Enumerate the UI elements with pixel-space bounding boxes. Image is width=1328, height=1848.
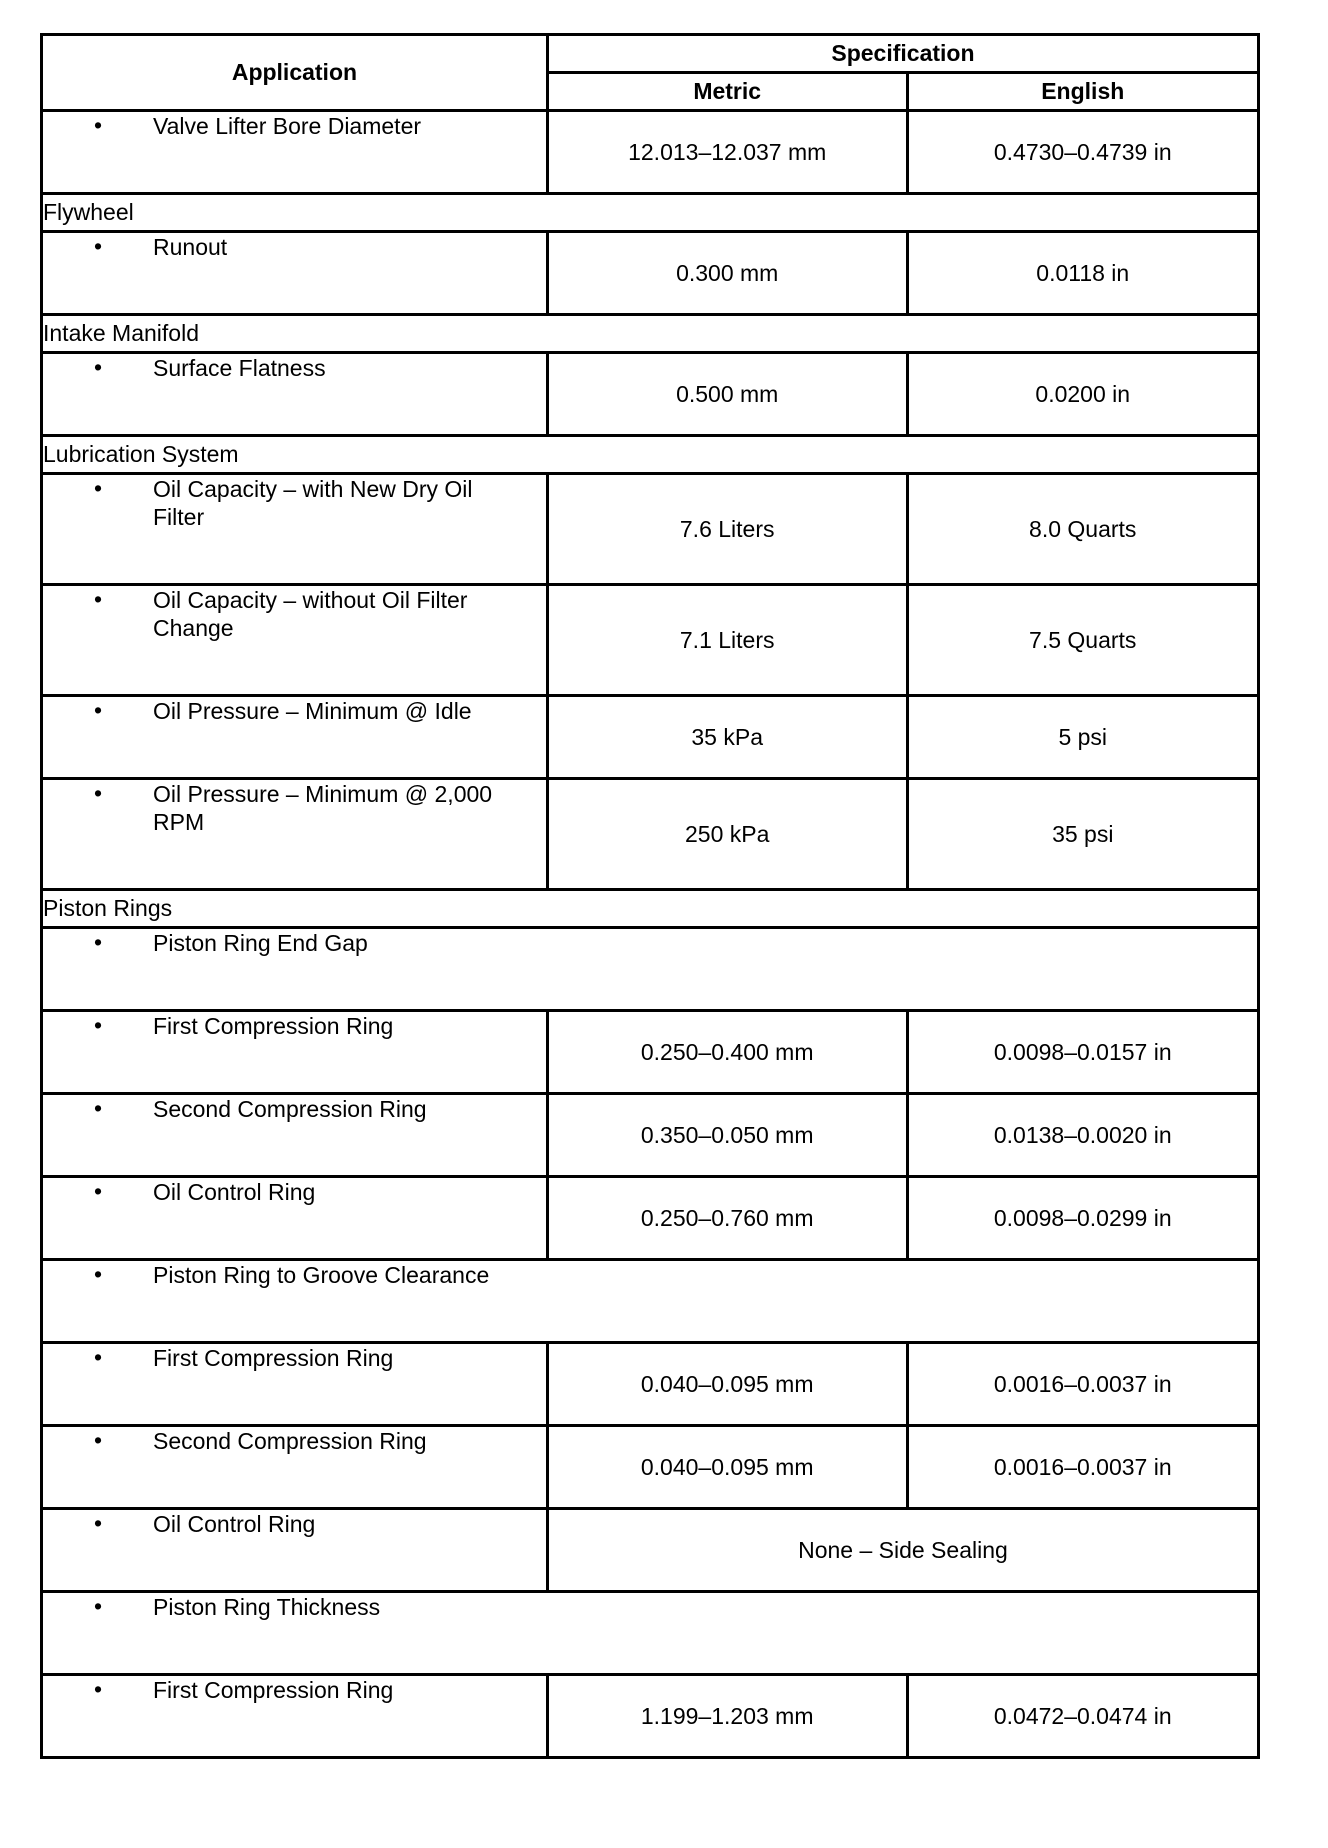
application-cell <box>42 1426 548 1509</box>
application-label: Second Compression Ring <box>153 1428 427 1454</box>
table-row <box>42 696 1259 779</box>
metric-value: 0.250–0.400 mm <box>547 1011 907 1094</box>
application-label: First Compression Ring <box>153 1677 394 1703</box>
table-row <box>42 1260 1259 1343</box>
metric-value: 0.250–0.760 mm <box>547 1177 907 1260</box>
english-value: 5 psi <box>907 696 1259 779</box>
table-row <box>42 1011 1259 1094</box>
application-label: Oil Control Ring <box>153 1179 316 1205</box>
english-value: 35 psi <box>907 779 1259 890</box>
application-label: Piston Ring End Gap <box>153 930 368 956</box>
metric-value: 250 kPa <box>547 779 907 890</box>
section-row <box>42 436 1259 474</box>
application-cell <box>42 111 548 194</box>
table-row <box>42 1177 1259 1260</box>
application-label: First Compression Ring <box>153 1013 394 1039</box>
metric-value: 35 kPa <box>547 696 907 779</box>
application-cell <box>42 1343 548 1426</box>
table-row <box>42 928 1259 1011</box>
application-label: Piston Ring Thickness <box>153 1594 381 1620</box>
application-cell <box>42 585 548 696</box>
english-value: 0.0016–0.0037 in <box>907 1426 1259 1509</box>
bullet-icon: • <box>93 1427 103 1453</box>
application-label: Surface Flatness <box>153 355 326 381</box>
application-label: Valve Lifter Bore Diameter <box>153 113 422 139</box>
section-label: Flywheel <box>42 194 1259 232</box>
metric-value: 0.500 mm <box>547 353 907 436</box>
english-value: 0.0472–0.0474 in <box>907 1675 1259 1758</box>
table-row <box>42 232 1259 315</box>
bullet-icon: • <box>93 780 103 806</box>
application-label: Oil Control Ring <box>153 1511 316 1537</box>
bullet-icon: • <box>93 929 103 955</box>
application-cell <box>42 1177 548 1260</box>
bullet-icon: • <box>93 697 103 723</box>
section-row <box>42 315 1259 353</box>
application-cell <box>42 696 548 779</box>
table-row <box>42 1343 1259 1426</box>
section-row <box>42 194 1259 232</box>
english-value: 0.0016–0.0037 in <box>907 1343 1259 1426</box>
metric-value: 7.6 Liters <box>547 474 907 585</box>
section-row <box>42 890 1259 928</box>
specification-header: Specification <box>547 35 1258 73</box>
application-cell <box>42 1675 548 1758</box>
section-label: Intake Manifold <box>42 315 1259 353</box>
application-header: Application <box>42 35 548 111</box>
english-value: 0.0098–0.0299 in <box>907 1177 1259 1260</box>
english-value: 0.4730–0.4739 in <box>907 111 1259 194</box>
application-cell <box>42 1260 1259 1343</box>
application-cell <box>42 1509 548 1592</box>
application-label: Piston Ring to Groove Clearance <box>153 1262 490 1288</box>
english-value: 7.5 Quarts <box>907 585 1259 696</box>
application-cell <box>42 353 548 436</box>
metric-value: 12.013–12.037 mm <box>547 111 907 194</box>
english-value: 0.0200 in <box>907 353 1259 436</box>
metric-value: 0.040–0.095 mm <box>547 1343 907 1426</box>
bullet-icon: • <box>93 475 103 501</box>
english-value: 0.0138–0.0020 in <box>907 1094 1259 1177</box>
specification-table <box>40 33 1260 1759</box>
table-row <box>42 111 1259 194</box>
bullet-icon: • <box>93 1510 103 1536</box>
metric-value: 7.1 Liters <box>547 585 907 696</box>
application-cell <box>42 1011 548 1094</box>
application-label: Oil Pressure – Minimum @ Idle <box>153 698 472 724</box>
application-label: Oil Pressure – Minimum @ 2,000 RPM <box>153 781 493 835</box>
bullet-icon: • <box>93 112 103 138</box>
application-label: Runout <box>153 234 228 260</box>
application-cell <box>42 1094 548 1177</box>
table-row <box>42 1592 1259 1675</box>
table-row <box>42 1094 1259 1177</box>
metric-value: 0.300 mm <box>547 232 907 315</box>
metric-header: Metric <box>547 73 907 111</box>
application-cell <box>42 474 548 585</box>
english-value: 8.0 Quarts <box>907 474 1259 585</box>
metric-value: 0.350–0.050 mm <box>547 1094 907 1177</box>
table-row <box>42 585 1259 696</box>
bullet-icon: • <box>93 354 103 380</box>
application-cell <box>42 779 548 890</box>
section-label: Piston Rings <box>42 890 1259 928</box>
application-label: Oil Capacity – without Oil Filter Change <box>153 587 468 641</box>
metric-value: 0.040–0.095 mm <box>547 1426 907 1509</box>
table-row <box>42 1675 1259 1758</box>
bullet-icon: • <box>93 1676 103 1702</box>
bullet-icon: • <box>93 1344 103 1370</box>
application-label: Oil Capacity – with New Dry Oil Filter <box>153 476 473 530</box>
metric-value: 1.199–1.203 mm <box>547 1675 907 1758</box>
merged-value: None – Side Sealing <box>547 1509 1258 1592</box>
english-header: English <box>907 73 1259 111</box>
bullet-icon: • <box>93 586 103 612</box>
table-row <box>42 353 1259 436</box>
table-body <box>42 111 1259 1758</box>
bullet-icon: • <box>93 1261 103 1287</box>
table-row <box>42 1426 1259 1509</box>
application-label: Second Compression Ring <box>153 1096 427 1122</box>
section-label: Lubrication System <box>42 436 1259 474</box>
bullet-icon: • <box>93 1593 103 1619</box>
english-value: 0.0098–0.0157 in <box>907 1011 1259 1094</box>
bullet-icon: • <box>93 1012 103 1038</box>
application-cell <box>42 928 1259 1011</box>
bullet-icon: • <box>93 1095 103 1121</box>
table-row <box>42 779 1259 890</box>
application-label: First Compression Ring <box>153 1345 394 1371</box>
application-cell <box>42 232 548 315</box>
bullet-icon: • <box>93 1178 103 1204</box>
bullet-icon: • <box>93 233 103 259</box>
table-row <box>42 1509 1259 1592</box>
table-row <box>42 474 1259 585</box>
english-value: 0.0118 in <box>907 232 1259 315</box>
application-cell <box>42 1592 1259 1675</box>
